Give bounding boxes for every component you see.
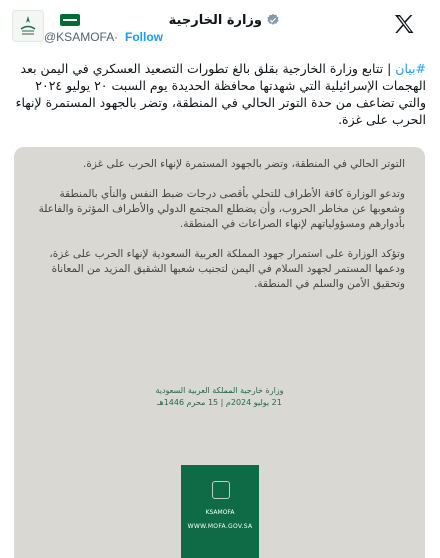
account-name[interactable]: وزارة الخارجية (168, 12, 262, 28)
account-name-row[interactable] (120, 10, 280, 30)
statement-signature-block (14, 385, 425, 409)
statement-paragraph: وتؤكد الوزارة على استمرار جهود المملكة العربية السعودية لإنهاء الحرب على غزة، ودعمها المستمر لجهود السلام في اليمن لتجنيب شعبها الشقيق المزيد من المعاناة وتحقيق الأمن والسلم في المنطقة. (49, 248, 405, 290)
tweet-body: | تتابع وزارة الخارجية بقلق بالغ تطورات التصعيد العسكري في اليمن بعد الهجمات الإسرائيلية التي شهدتها محافظة الحديدة يوم السبت ٢٠ يوليو ٢٠٢٤ والتي تضاعف من حدة التوتر الحالي في المنطقة، وتضر بالجهود المستمرة لإنهاء الحرب على غزة. (15, 61, 426, 127)
separator-dot: · (114, 30, 118, 44)
card-url: WWW.MOFA.GOV.SA (187, 523, 253, 530)
statement-paragraph: وتدعو الوزارة كافة الأطراف للتحلي بأقصى درجات ضبط النفس والنأي بالمنطقة وشعوبها عن مخاطر الحروب، وأن يضطلع المجتمع الدولي والأطراف المؤثرة والفاعلة بأدوارهم ومسؤولياتهم لإنهاء الصراعات في المنطقة. (38, 188, 405, 230)
follow-button[interactable]: Follow (125, 30, 163, 44)
ministry-card (181, 465, 259, 558)
card-handle: KSAMOFA (205, 509, 235, 516)
verified-badge-icon (266, 13, 280, 27)
statement-signature: وزارة خارجية المملكة العربية السعودية (155, 386, 284, 395)
hashtag-link[interactable]: #بيان (395, 61, 426, 76)
statement-paragraph: التوتر الحالي في المنطقة، وتضر بالجهود المستمرة لإنهاء الحرب على غزة. (82, 158, 405, 170)
account-handle[interactable]: @KSAMOFA (44, 30, 115, 44)
statement-text (35, 157, 405, 307)
saudi-flag-icon (60, 14, 80, 26)
ministry-emblem-icon[interactable] (12, 10, 44, 42)
statement-image[interactable] (14, 147, 425, 558)
x-logo-icon[interactable] (392, 12, 416, 36)
emblem-icon (212, 481, 230, 499)
statement-date: 21 يوليو 2024م | 15 محرم 1446هـ (157, 398, 282, 407)
tweet-text (14, 60, 426, 128)
